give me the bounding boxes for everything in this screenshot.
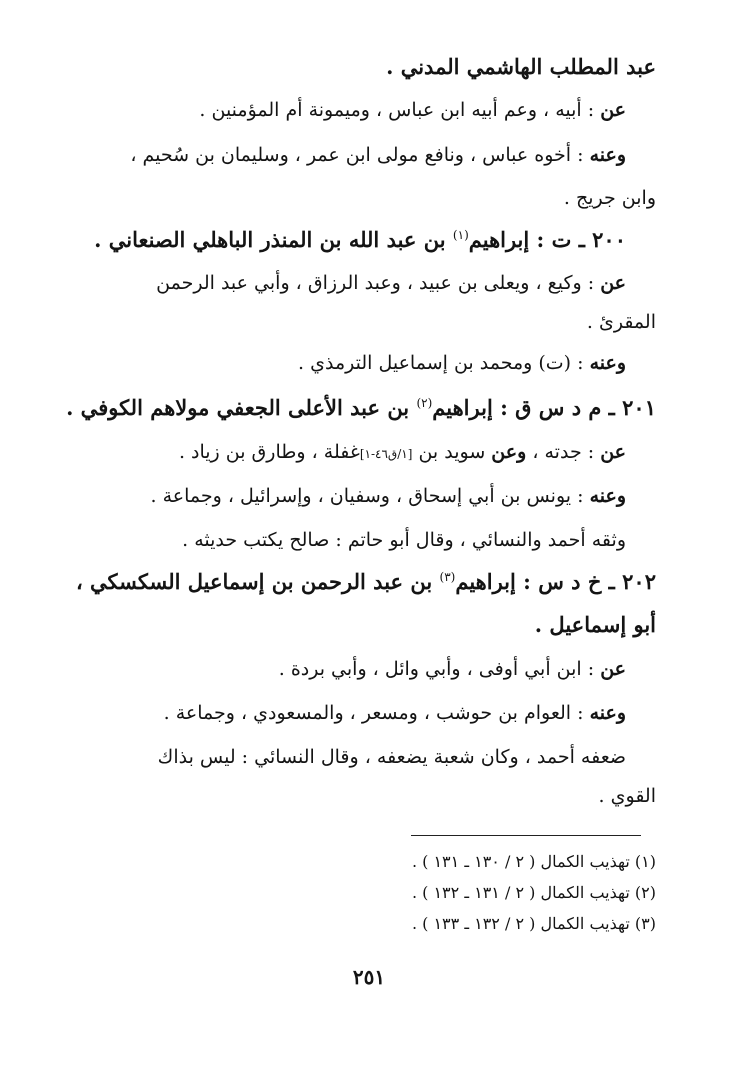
entry-201-students: وعنه : يونس بن أبي إسحاق ، وسفيان ، وإسرائيل ، وجماعة . xyxy=(150,485,626,507)
footnote-separator xyxy=(411,835,641,836)
entry-200-teachers-cont: المقرئ . xyxy=(586,311,656,333)
entry-199-teachers: عن : أبيه ، وعم أبيه ابن عباس ، وميمونة أم المؤمنين . xyxy=(199,99,626,121)
entry-202-grading: ضعفه أحمد ، وكان شعبة يضعفه ، وقال النسائي : ليس بذاك xyxy=(157,746,626,768)
entry-202-teachers: عن : ابن أبي أوفى ، وأبي وائل ، وأبي بردة . xyxy=(278,658,626,680)
footnote-2: (٢) تهذيب الكمال ( ٢ / ١٣١ ـ ١٣٢ ) . xyxy=(411,883,656,902)
entry-199-students-cont: وابن جريج . xyxy=(563,187,656,209)
entry-200-teachers: عن : وكيع ، ويعلى بن عبيد ، وعبد الرزاق ، وأبي عبد الرحمن xyxy=(156,272,626,294)
entry-201-teachers: عن : جدته ، وعن سويد بن [١/ق٤٦-١]غفلة ، وطارق بن زياد . xyxy=(178,441,626,463)
entry-202-students: وعنه : العوام بن حوشب ، ومسعر ، والمسعودي ، وجماعة . xyxy=(163,702,626,724)
entry-202-heading: ٢٠٢ ـ خ د س : إبراهيم$^{(٣)}$ بن عبد الرحمن بن إسماعيل السكسكي ، xyxy=(75,569,656,594)
footnote-3: (٣) تهذيب الكمال ( ٢ / ١٣٢ ـ ١٣٣ ) . xyxy=(411,914,656,933)
page-number: ٢٥١ xyxy=(352,965,386,989)
entry-200-students: وعنه : (ت) ومحمد بن إسماعيل الترمذي . xyxy=(298,352,626,374)
entry-202-grading-cont: القوي . xyxy=(598,785,656,807)
entry-200-heading: ٢٠٠ ـ ت : إبراهيم$^{(١)}$ بن عبد الله بن المنذر الباهلي الصنعاني . xyxy=(94,227,626,252)
footnote-1: (١) تهذيب الكمال ( ٢ / ١٣٠ ـ ١٣١ ) . xyxy=(411,852,656,871)
entry-201-grading: وثقه أحمد والنسائي ، وقال أبو حاتم : صالح يكتب حديثه . xyxy=(182,529,626,551)
entry-201-heading: ٢٠١ ـ م د س ق : إبراهيم$^{(٢)}$ بن عبد الأعلى الجعفي مولاهم الكوفي . xyxy=(66,395,656,420)
entry-199-students: وعنه : أخوه عباس ، ونافع مولى ابن عمر ، وسليمان بن سُحيم ، xyxy=(130,144,626,166)
entry-202-heading-cont: أبو إسماعيل . xyxy=(534,612,656,637)
manuscript-folio-marker: [١/ق٤٦-١] xyxy=(359,447,413,461)
entry-199-name-end: عبد المطلب الهاشمي المدني . xyxy=(386,54,656,79)
